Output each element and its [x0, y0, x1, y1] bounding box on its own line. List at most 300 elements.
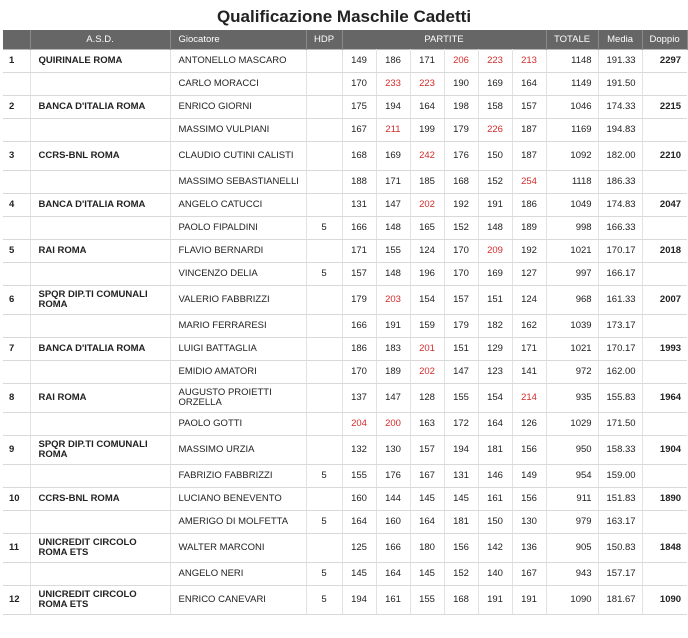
position-cell — [3, 73, 30, 96]
average-cell: 171.50 — [598, 413, 642, 436]
game-score-cell: 152 — [444, 217, 478, 240]
game-score-cell: 179 — [342, 286, 376, 315]
total-cell: 905 — [546, 534, 598, 563]
player-name-cell: FABRIZIO FABBRIZZI — [170, 465, 306, 488]
team-name-cell — [30, 73, 170, 96]
game-score-cell: 167 — [512, 563, 546, 586]
team-name-cell — [30, 171, 170, 194]
game-score-cell: 145 — [444, 488, 478, 511]
game-score-cell: 150 — [478, 142, 512, 171]
game-score-cell: 206 — [444, 50, 478, 73]
game-score-cell: 204 — [342, 413, 376, 436]
total-cell: 1021 — [546, 338, 598, 361]
player-name-cell: ENRICO GIORNI — [170, 96, 306, 119]
game-score-cell: 185 — [410, 171, 444, 194]
game-score-cell: 131 — [444, 465, 478, 488]
game-score-cell: 179 — [444, 119, 478, 142]
game-score-cell: 145 — [342, 563, 376, 586]
game-score-cell: 203 — [376, 286, 410, 315]
player-name-cell: FLAVIO BERNARDI — [170, 240, 306, 263]
table-row — [3, 50, 687, 73]
game-score-cell: 166 — [342, 217, 376, 240]
team-name-cell: SPQR DIP.TI COMUNALI ROMA — [30, 436, 170, 465]
position-cell — [3, 413, 30, 436]
hdp-cell — [306, 534, 342, 563]
results-table — [3, 30, 688, 615]
hdp-cell: 5 — [306, 511, 342, 534]
player-name-cell: VINCENZO DELIA — [170, 263, 306, 286]
player-name-cell: CARLO MORACCI — [170, 73, 306, 96]
game-score-cell: 233 — [376, 73, 410, 96]
hdp-cell: 5 — [306, 217, 342, 240]
doubles-total-cell: 2215 — [642, 96, 687, 119]
doubles-total-cell: 2297 — [642, 50, 687, 73]
average-cell: 186.33 — [598, 171, 642, 194]
game-score-cell: 156 — [512, 436, 546, 465]
game-score-cell: 164 — [376, 563, 410, 586]
player-name-cell: ANTONELLO MASCARO — [170, 50, 306, 73]
game-score-cell: 202 — [410, 361, 444, 384]
player-name-cell: MASSIMO URZIA — [170, 436, 306, 465]
player-name-cell: MASSIMO SEBASTIANELLI — [170, 171, 306, 194]
hdp-cell: 5 — [306, 465, 342, 488]
position-cell — [3, 119, 30, 142]
total-cell: 1118 — [546, 171, 598, 194]
player-name-cell: ANGELO CATUCCI — [170, 194, 306, 217]
total-cell: 1149 — [546, 73, 598, 96]
table-row — [3, 73, 687, 96]
game-score-cell: 154 — [410, 286, 444, 315]
hdp-cell — [306, 194, 342, 217]
doubles-total-cell — [642, 563, 687, 586]
position-cell: 7 — [3, 338, 30, 361]
doubles-total-cell: 1964 — [642, 384, 687, 413]
team-name-cell — [30, 263, 170, 286]
header-doppio: Doppio — [642, 30, 687, 50]
game-score-cell: 147 — [376, 384, 410, 413]
game-score-cell: 149 — [342, 50, 376, 73]
team-name-cell: BANCA D'ITALIA ROMA — [30, 194, 170, 217]
player-name-cell: MARIO FERRARESI — [170, 315, 306, 338]
table-row — [3, 384, 687, 413]
position-cell — [3, 361, 30, 384]
table-row — [3, 315, 687, 338]
hdp-cell — [306, 96, 342, 119]
team-name-cell: UNICREDIT CIRCOLO ROMA ETS — [30, 586, 170, 615]
player-name-cell: WALTER MARCONI — [170, 534, 306, 563]
header-asd: A.S.D. — [30, 30, 170, 50]
game-score-cell: 141 — [512, 361, 546, 384]
game-score-cell: 170 — [342, 361, 376, 384]
team-name-cell: SPQR DIP.TI COMUNALI ROMA — [30, 286, 170, 315]
game-score-cell: 223 — [478, 50, 512, 73]
total-cell: 1039 — [546, 315, 598, 338]
game-score-cell: 155 — [410, 586, 444, 615]
total-cell: 950 — [546, 436, 598, 465]
average-cell: 181.67 — [598, 586, 642, 615]
game-score-cell: 192 — [512, 240, 546, 263]
game-score-cell: 129 — [478, 338, 512, 361]
game-score-cell: 124 — [410, 240, 444, 263]
game-score-cell: 140 — [478, 563, 512, 586]
team-name-cell: UNICREDIT CIRCOLO ROMA ETS — [30, 534, 170, 563]
total-cell: 1049 — [546, 194, 598, 217]
game-score-cell: 191 — [478, 194, 512, 217]
doubles-total-cell: 2047 — [642, 194, 687, 217]
game-score-cell: 156 — [512, 488, 546, 511]
game-score-cell: 158 — [478, 96, 512, 119]
game-score-cell: 156 — [444, 534, 478, 563]
game-score-cell: 170 — [342, 73, 376, 96]
game-score-cell: 149 — [512, 465, 546, 488]
game-score-cell: 160 — [342, 488, 376, 511]
table-row — [3, 217, 687, 240]
average-cell: 166.33 — [598, 217, 642, 240]
average-cell: 155.83 — [598, 384, 642, 413]
game-score-cell: 189 — [512, 217, 546, 240]
game-score-cell: 145 — [410, 488, 444, 511]
header-hdp: HDP — [306, 30, 342, 50]
game-score-cell: 168 — [444, 171, 478, 194]
game-score-cell: 189 — [376, 361, 410, 384]
game-score-cell: 194 — [444, 436, 478, 465]
game-score-cell: 191 — [478, 586, 512, 615]
average-cell: 159.00 — [598, 465, 642, 488]
game-score-cell: 176 — [444, 142, 478, 171]
game-score-cell: 169 — [478, 73, 512, 96]
game-score-cell: 132 — [342, 436, 376, 465]
total-cell: 979 — [546, 511, 598, 534]
position-cell — [3, 217, 30, 240]
total-cell: 1090 — [546, 586, 598, 615]
table-row — [3, 465, 687, 488]
game-score-cell: 191 — [512, 586, 546, 615]
game-score-cell: 127 — [512, 263, 546, 286]
team-name-cell — [30, 465, 170, 488]
game-score-cell: 165 — [410, 217, 444, 240]
table-row — [3, 240, 687, 263]
total-cell: 972 — [546, 361, 598, 384]
total-cell: 954 — [546, 465, 598, 488]
game-score-cell: 180 — [410, 534, 444, 563]
player-name-cell: LUIGI BATTAGLIA — [170, 338, 306, 361]
hdp-cell: 5 — [306, 563, 342, 586]
game-score-cell: 196 — [410, 263, 444, 286]
player-name-cell: AMERIGO DI MOLFETTA — [170, 511, 306, 534]
game-score-cell: 226 — [478, 119, 512, 142]
game-score-cell: 126 — [512, 413, 546, 436]
position-cell: 8 — [3, 384, 30, 413]
game-score-cell: 199 — [410, 119, 444, 142]
game-score-cell: 202 — [410, 194, 444, 217]
game-score-cell: 171 — [512, 338, 546, 361]
doubles-total-cell: 1090 — [642, 586, 687, 615]
game-score-cell: 192 — [444, 194, 478, 217]
average-cell: 166.17 — [598, 263, 642, 286]
average-cell: 194.83 — [598, 119, 642, 142]
game-score-cell: 162 — [512, 315, 546, 338]
game-score-cell: 150 — [478, 511, 512, 534]
hdp-cell: 5 — [306, 263, 342, 286]
header-giocatore: Giocatore — [170, 30, 306, 50]
doubles-total-cell — [642, 465, 687, 488]
hdp-cell — [306, 119, 342, 142]
hdp-cell — [306, 436, 342, 465]
game-score-cell: 155 — [342, 465, 376, 488]
total-cell: 1021 — [546, 240, 598, 263]
game-score-cell: 147 — [444, 361, 478, 384]
game-score-cell: 214 — [512, 384, 546, 413]
table-row — [3, 142, 687, 171]
game-score-cell: 169 — [376, 142, 410, 171]
game-score-cell: 176 — [376, 465, 410, 488]
doubles-total-cell: 2007 — [642, 286, 687, 315]
average-cell: 157.17 — [598, 563, 642, 586]
table-row — [3, 563, 687, 586]
player-name-cell: MASSIMO VULPIANI — [170, 119, 306, 142]
team-name-cell — [30, 413, 170, 436]
game-score-cell: 194 — [376, 96, 410, 119]
game-score-cell: 151 — [478, 286, 512, 315]
game-score-cell: 169 — [478, 263, 512, 286]
doubles-total-cell: 2018 — [642, 240, 687, 263]
position-cell — [3, 171, 30, 194]
team-name-cell — [30, 315, 170, 338]
total-cell: 1092 — [546, 142, 598, 171]
team-name-cell — [30, 563, 170, 586]
game-score-cell: 148 — [376, 263, 410, 286]
hdp-cell — [306, 286, 342, 315]
game-score-cell: 201 — [410, 338, 444, 361]
average-cell: 163.17 — [598, 511, 642, 534]
game-score-cell: 125 — [342, 534, 376, 563]
game-score-cell: 128 — [410, 384, 444, 413]
doubles-total-cell — [642, 413, 687, 436]
team-name-cell: QUIRINALE ROMA — [30, 50, 170, 73]
position-cell: 9 — [3, 436, 30, 465]
player-name-cell: ANGELO NERI — [170, 563, 306, 586]
header-totale: TOTALE — [546, 30, 598, 50]
game-score-cell: 136 — [512, 534, 546, 563]
game-score-cell: 157 — [444, 286, 478, 315]
header-partite: PARTITE — [342, 30, 546, 50]
game-score-cell: 172 — [444, 413, 478, 436]
game-score-cell: 181 — [478, 436, 512, 465]
average-cell: 174.33 — [598, 96, 642, 119]
team-name-cell — [30, 511, 170, 534]
game-score-cell: 130 — [376, 436, 410, 465]
game-score-cell: 183 — [376, 338, 410, 361]
game-score-cell: 166 — [342, 315, 376, 338]
game-score-cell: 242 — [410, 142, 444, 171]
game-score-cell: 175 — [342, 96, 376, 119]
table-row — [3, 436, 687, 465]
total-cell: 943 — [546, 563, 598, 586]
game-score-cell: 163 — [410, 413, 444, 436]
position-cell: 3 — [3, 142, 30, 171]
position-cell: 12 — [3, 586, 30, 615]
average-cell: 162.00 — [598, 361, 642, 384]
game-score-cell: 147 — [376, 194, 410, 217]
position-cell: 2 — [3, 96, 30, 119]
game-score-cell: 186 — [512, 194, 546, 217]
doubles-total-cell: 1993 — [642, 338, 687, 361]
game-score-cell: 211 — [376, 119, 410, 142]
team-name-cell — [30, 119, 170, 142]
game-score-cell: 145 — [410, 563, 444, 586]
game-score-cell: 164 — [342, 511, 376, 534]
total-cell: 998 — [546, 217, 598, 240]
game-score-cell: 124 — [512, 286, 546, 315]
position-cell: 11 — [3, 534, 30, 563]
total-cell: 1148 — [546, 50, 598, 73]
doubles-total-cell: 1848 — [642, 534, 687, 563]
average-cell: 170.17 — [598, 338, 642, 361]
team-name-cell — [30, 217, 170, 240]
table-row — [3, 338, 687, 361]
game-score-cell: 130 — [512, 511, 546, 534]
game-score-cell: 159 — [410, 315, 444, 338]
table-row — [3, 413, 687, 436]
game-score-cell: 155 — [444, 384, 478, 413]
position-cell: 10 — [3, 488, 30, 511]
total-cell: 1029 — [546, 413, 598, 436]
doubles-total-cell — [642, 171, 687, 194]
total-cell: 968 — [546, 286, 598, 315]
game-score-cell: 164 — [478, 413, 512, 436]
hdp-cell — [306, 171, 342, 194]
hdp-cell — [306, 361, 342, 384]
game-score-cell: 187 — [512, 142, 546, 171]
game-score-cell: 168 — [444, 586, 478, 615]
average-cell: 173.17 — [598, 315, 642, 338]
doubles-total-cell — [642, 511, 687, 534]
position-cell: 6 — [3, 286, 30, 315]
table-row — [3, 534, 687, 563]
game-score-cell: 131 — [342, 194, 376, 217]
game-score-cell: 171 — [410, 50, 444, 73]
game-score-cell: 171 — [342, 240, 376, 263]
position-cell: 4 — [3, 194, 30, 217]
position-cell: 5 — [3, 240, 30, 263]
table-row — [3, 171, 687, 194]
average-cell: 170.17 — [598, 240, 642, 263]
average-cell: 191.50 — [598, 73, 642, 96]
hdp-cell — [306, 240, 342, 263]
hdp-cell — [306, 73, 342, 96]
game-score-cell: 164 — [410, 96, 444, 119]
game-score-cell: 167 — [410, 465, 444, 488]
position-cell — [3, 465, 30, 488]
doubles-total-cell: 1890 — [642, 488, 687, 511]
hdp-cell — [306, 315, 342, 338]
game-score-cell: 168 — [342, 142, 376, 171]
player-name-cell: LUCIANO BENEVENTO — [170, 488, 306, 511]
position-cell — [3, 511, 30, 534]
game-score-cell: 166 — [376, 534, 410, 563]
game-score-cell: 209 — [478, 240, 512, 263]
game-score-cell: 190 — [444, 73, 478, 96]
game-score-cell: 123 — [478, 361, 512, 384]
hdp-cell — [306, 384, 342, 413]
game-score-cell: 171 — [376, 171, 410, 194]
hdp-cell: 5 — [306, 586, 342, 615]
game-score-cell: 148 — [478, 217, 512, 240]
table-row — [3, 194, 687, 217]
table-row — [3, 361, 687, 384]
doubles-total-cell — [642, 73, 687, 96]
doubles-total-cell — [642, 119, 687, 142]
team-name-cell: CCRS-BNL ROMA — [30, 142, 170, 171]
average-cell: 191.33 — [598, 50, 642, 73]
player-name-cell: PAOLO FIPALDINI — [170, 217, 306, 240]
doubles-total-cell: 1904 — [642, 436, 687, 465]
doubles-total-cell — [642, 217, 687, 240]
game-score-cell: 160 — [376, 511, 410, 534]
game-score-cell: 186 — [376, 50, 410, 73]
game-score-cell: 164 — [512, 73, 546, 96]
game-score-cell: 144 — [376, 488, 410, 511]
game-score-cell: 148 — [376, 217, 410, 240]
game-score-cell: 137 — [342, 384, 376, 413]
total-cell: 935 — [546, 384, 598, 413]
player-name-cell: CLAUDIO CUTINI CALISTI — [170, 142, 306, 171]
header-media: Media — [598, 30, 642, 50]
game-score-cell: 161 — [478, 488, 512, 511]
player-name-cell: ENRICO CANEVARI — [170, 586, 306, 615]
game-score-cell: 186 — [342, 338, 376, 361]
game-score-cell: 200 — [376, 413, 410, 436]
position-cell — [3, 263, 30, 286]
game-score-cell: 198 — [444, 96, 478, 119]
game-score-cell: 223 — [410, 73, 444, 96]
player-name-cell: EMIDIO AMATORI — [170, 361, 306, 384]
game-score-cell: 157 — [410, 436, 444, 465]
average-cell: 150.83 — [598, 534, 642, 563]
average-cell: 182.00 — [598, 142, 642, 171]
team-name-cell: RAI ROMA — [30, 384, 170, 413]
total-cell: 911 — [546, 488, 598, 511]
team-name-cell: RAI ROMA — [30, 240, 170, 263]
average-cell: 161.33 — [598, 286, 642, 315]
average-cell: 151.83 — [598, 488, 642, 511]
average-cell: 158.33 — [598, 436, 642, 465]
hdp-cell — [306, 338, 342, 361]
game-score-cell: 167 — [342, 119, 376, 142]
total-cell: 1169 — [546, 119, 598, 142]
game-score-cell: 179 — [444, 315, 478, 338]
hdp-cell — [306, 142, 342, 171]
player-name-cell: PAOLO GOTTI — [170, 413, 306, 436]
total-cell: 997 — [546, 263, 598, 286]
hdp-cell — [306, 50, 342, 73]
position-cell — [3, 315, 30, 338]
table-row — [3, 96, 687, 119]
table-row — [3, 263, 687, 286]
game-score-cell: 194 — [342, 586, 376, 615]
header-pos — [3, 30, 30, 50]
game-score-cell: 152 — [444, 563, 478, 586]
game-score-cell: 161 — [376, 586, 410, 615]
hdp-cell — [306, 413, 342, 436]
average-cell: 174.83 — [598, 194, 642, 217]
position-cell: 1 — [3, 50, 30, 73]
game-score-cell: 213 — [512, 50, 546, 73]
game-score-cell: 170 — [444, 263, 478, 286]
total-cell: 1046 — [546, 96, 598, 119]
table-row — [3, 286, 687, 315]
doubles-total-cell — [642, 263, 687, 286]
